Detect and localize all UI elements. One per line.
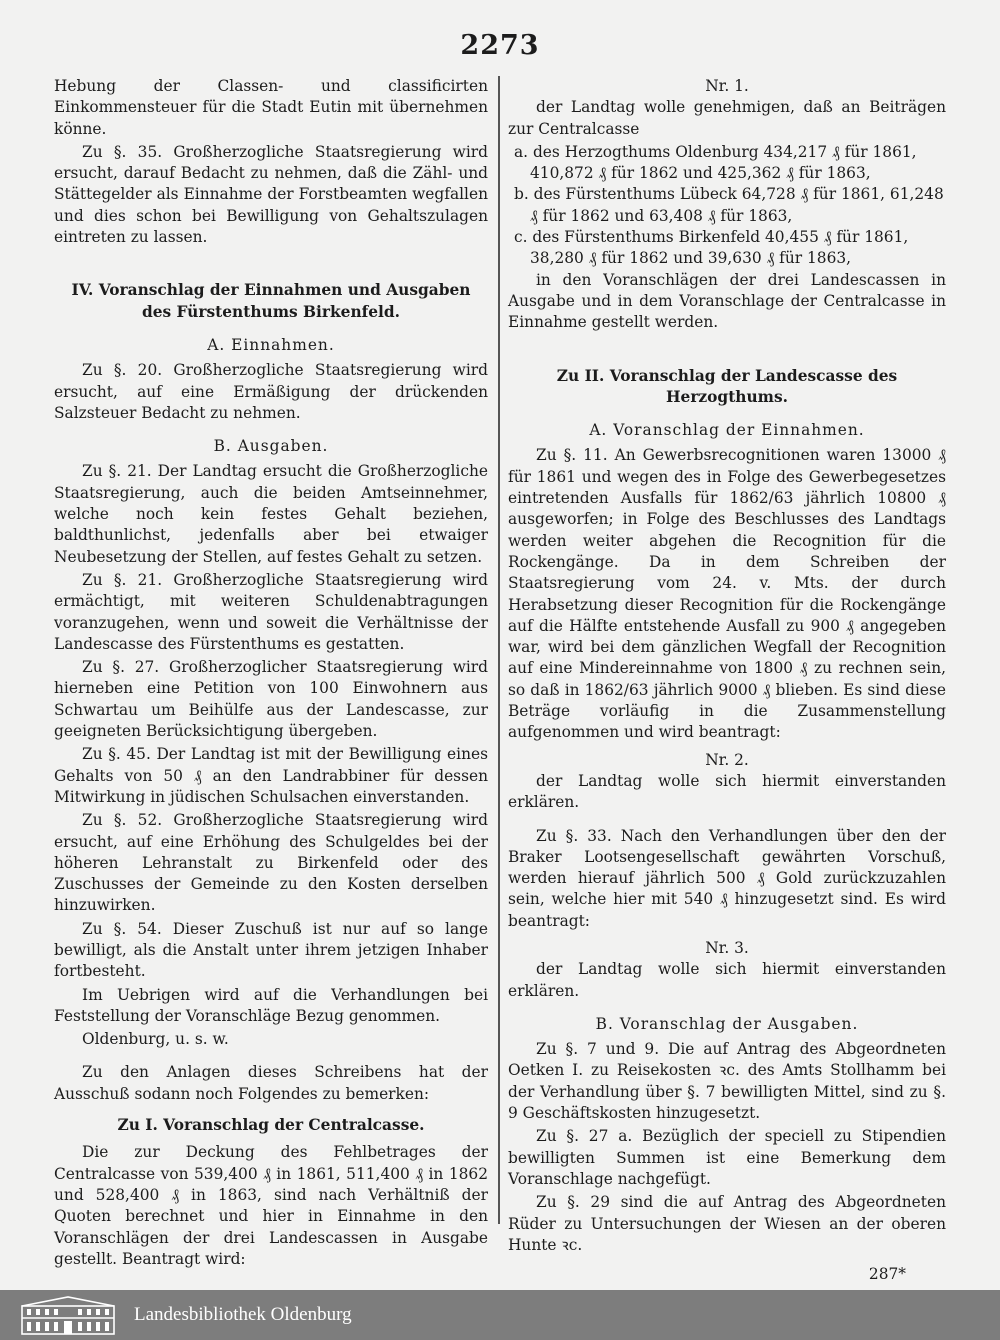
paragraph-section-21a: Zu §. 21. Der Landtag ersucht die Großherzogliche Staatsregierung, auch die beiden Amtseinnehmer, welche noch kein festes Gehalt beziehen, baldthunlichst, jedenfalls aber bei etwaiger Neubesetzung der Stellen, auf festes Gehalt zu setzen. xyxy=(54,462,488,566)
footer-bar xyxy=(0,1290,1000,1340)
subheading-einnahmen-ii: A. Voranschlag der Einnahmen. xyxy=(589,421,865,440)
right-column xyxy=(508,76,946,1285)
list-item-birkenfeld: c. des Fürstenthums Birkenfeld 40,455 ₰ für 1861, 38,280 ₰ für 1862 und 39,630 ₰ für 1863, xyxy=(514,228,909,268)
paragraph-genehmigen: der Landtag wolle genehmigen, daß an Beiträgen zur Centralcasse xyxy=(508,98,946,138)
paragraph-centralcasse: Die zur Deckung des Fehlbetrages der Centralcasse von 539,400 ₰ in 1861, 511,400 ₰ in 1862 und 528,400 ₰ in 1863, sind nach Verhältniß der Quoten berechnet und hier in Einnahme in den Voranschlägen der drei Landescassen in Ausgabe gestellt. Beantragt wird: xyxy=(54,1143,488,1268)
paragraph-oldenburg: Oldenburg, u. s. w. xyxy=(82,1030,229,1049)
signature-mark: 287* xyxy=(868,1265,906,1284)
paragraph-section-45: Zu §. 45. Der Landtag ist mit der Bewilligung eines Gehalts von 50 ₰ an den Landrabbiner für dessen Mitwirkung in jüdischen Schulsachen einverstanden. xyxy=(54,745,488,806)
page-number: 2273 xyxy=(460,30,540,61)
paragraph-section-21b: Zu §. 21. Großherzogliche Staatsregierung wird ermächtigt, mit weiteren Schuldenabtragungen voranzugehen, wenn und soweit die Verhältnisse der Landescasse des Fürstenthums es gestatten. xyxy=(54,570,488,653)
paragraph-uebrigen: Im Uebrigen wird auf die Verhandlungen bei Feststellung der Voranschläge Bezug genommen. xyxy=(54,985,488,1025)
library-name: Landesbibliothek Oldenburg xyxy=(134,1304,352,1325)
subheading-ausgaben-ii: B. Voranschlag der Ausgaben. xyxy=(595,1014,859,1033)
subheading-einnahmen: A. Einnahmen. xyxy=(207,335,335,354)
heading-iv-line1: IV. Voranschlag der Einnahmen und Ausgaben xyxy=(71,281,471,300)
paragraph-einverstanden-2: der Landtag wolle sich hiermit einverstanden erklären. xyxy=(508,960,946,1000)
paragraph-section-54: Zu §. 54. Dieser Zuschuß ist nur auf so lange bewilligt, als die Anstalt unter ihrem jetzigen Inhaber fortbesteht. xyxy=(54,919,488,981)
left-column xyxy=(54,76,488,1272)
paragraph-section-7-9: Zu §. 7 und 9. Die auf Antrag des Abgeordneten Oetken I. zu Reisekosten ꝛc. des Amts Stollhamm bei der Verhandlung über §. 7 bewilligten Mittel, sind zu §. 9 Geschäftskosten hinzugesetzt. xyxy=(508,1040,946,1123)
column-divider xyxy=(498,76,500,1224)
paragraph-anlagen: Zu den Anlagen dieses Schreibens hat der Ausschuß sodann noch Folgendes zu bemerken: xyxy=(54,1063,488,1103)
subheading-ausgaben: B. Ausgaben. xyxy=(213,437,329,456)
paragraph-section-52: Zu §. 52. Großherzogliche Staatsregierung wird ersucht, auf eine Erhöhung des Schulgeldes bei der höheren Lehranstalt zu Birkenfeld oder des Zuschusses der Gemeinde zu den Kosten derselben hinzuwirken. xyxy=(54,811,488,915)
paragraph-section-20: Zu §. 20. Großherzogliche Staatsregierung wird ersucht, auf eine Ermäßigung der drückenden Salzsteuer Bedacht zu nehmen. xyxy=(54,361,488,422)
paragraph-section-33: Zu §. 33. Nach den Verhandlungen über den der Braker Lootsengesellschaft gewährten Vorschuß, werden hierauf jährlich 500 ₰ Gold zurückzuzahlen sein, welche hier mit 540 ₰ hinzugesetzt sind. Es wird beantragt: xyxy=(508,826,946,930)
list-item-oldenburg: a. des Herzogthums Oldenburg 434,217 ₰ für 1861, 410,872 ₰ für 1862 und 425,362 ₰ für 1863, xyxy=(514,142,917,183)
library-building-logo-icon xyxy=(16,1294,120,1336)
list-item-luebeck: b. des Fürstenthums Lübeck 64,728 ₰ für 1861, 61,248 ₰ für 1862 und 63,408 ₰ für 1863, xyxy=(514,185,944,225)
heading-zu-i: Zu I. Voranschlag der Centralcasse. xyxy=(117,1116,425,1135)
motion-nr-2: Nr. 2. xyxy=(705,750,749,769)
heading-iv-line2: des Fürstenthums Birkenfeld. xyxy=(141,302,401,321)
paragraph-section-35: Zu §. 35. Großherzogliche Staatsregierung wird ersucht, darauf Bedacht zu nehmen, daß die Zähl- und Stättegelder als Einnahme der Forstbeamten wegfallen und dies schon bei Bewilligung von Gehaltszulagen eintreten zu lassen. xyxy=(54,142,488,247)
paragraph-eutin-tax: Hebung der Classen- und classificirten Einkommensteuer für die Stadt Eutin mit übernehmen könne. xyxy=(54,77,488,138)
paragraph-landescassen: in den Voranschlägen der drei Landescassen in Ausgabe und in dem Voranschlage der Centralcasse in Einnahme gestellt werden. xyxy=(508,270,946,332)
motion-nr-3: Nr. 3. xyxy=(705,938,749,957)
paragraph-section-29: Zu §. 29 sind die auf Antrag des Abgeordneten Rüder zu Untersuchungen der Wiesen an der oberen Hunte ꝛc. xyxy=(508,1193,946,1254)
paragraph-section-27: Zu §. 27. Großherzoglicher Staatsregierung wird hierneben eine Petition von 100 Einwohnern aus Schwartau um Beihülfe aus der Landescasse, zur geeigneten Berücksichtigung übergeben. xyxy=(54,658,488,741)
motion-nr-1: Nr. 1. xyxy=(705,77,749,95)
heading-ii-line2: Herzogthums. xyxy=(665,387,788,406)
heading-ii-line1: Zu II. Voranschlag der Landescasse des xyxy=(556,366,898,385)
paragraph-section-11: Zu §. 11. An Gewerbsrecognitionen waren 13000 ₰ für 1861 und wegen des in Folge des Gewerbegesetzes eintretenden Ausfalls für 1862/63 jährlich 10800 ₰ ausgeworfen; in Folge des Beschlusses des Landtags werden weiter abgehen die Recognition für die Rockengänge. Da in dem Schreiben der Staatsregierung vom 24. v. Mts. der durch Herabsetzung dieser Recognition für die Rockengänge auf die Hälfte entstehende Ausfall zu 900 ₰ angegeben war, wird bei dem gänzlichen Wegfall der Recognition auf eine Mindereinnahme von 1800 ₰ zu rechnen sein, so daß in 1862/63 jährlich 9000 ₰ blieben. Es sind diese Beträge vorläufig in die Zusammenstellung aufgenommen und wird beantragt: xyxy=(508,446,946,742)
paragraph-einverstanden-1: der Landtag wolle sich hiermit einverstanden erklären. xyxy=(508,771,946,812)
paragraph-section-27a: Zu §. 27 a. Bezüglich der speciell zu Stipendien bewilligten Summen ist eine Bemerkung dem Voranschlage nachgefügt. xyxy=(508,1127,946,1188)
